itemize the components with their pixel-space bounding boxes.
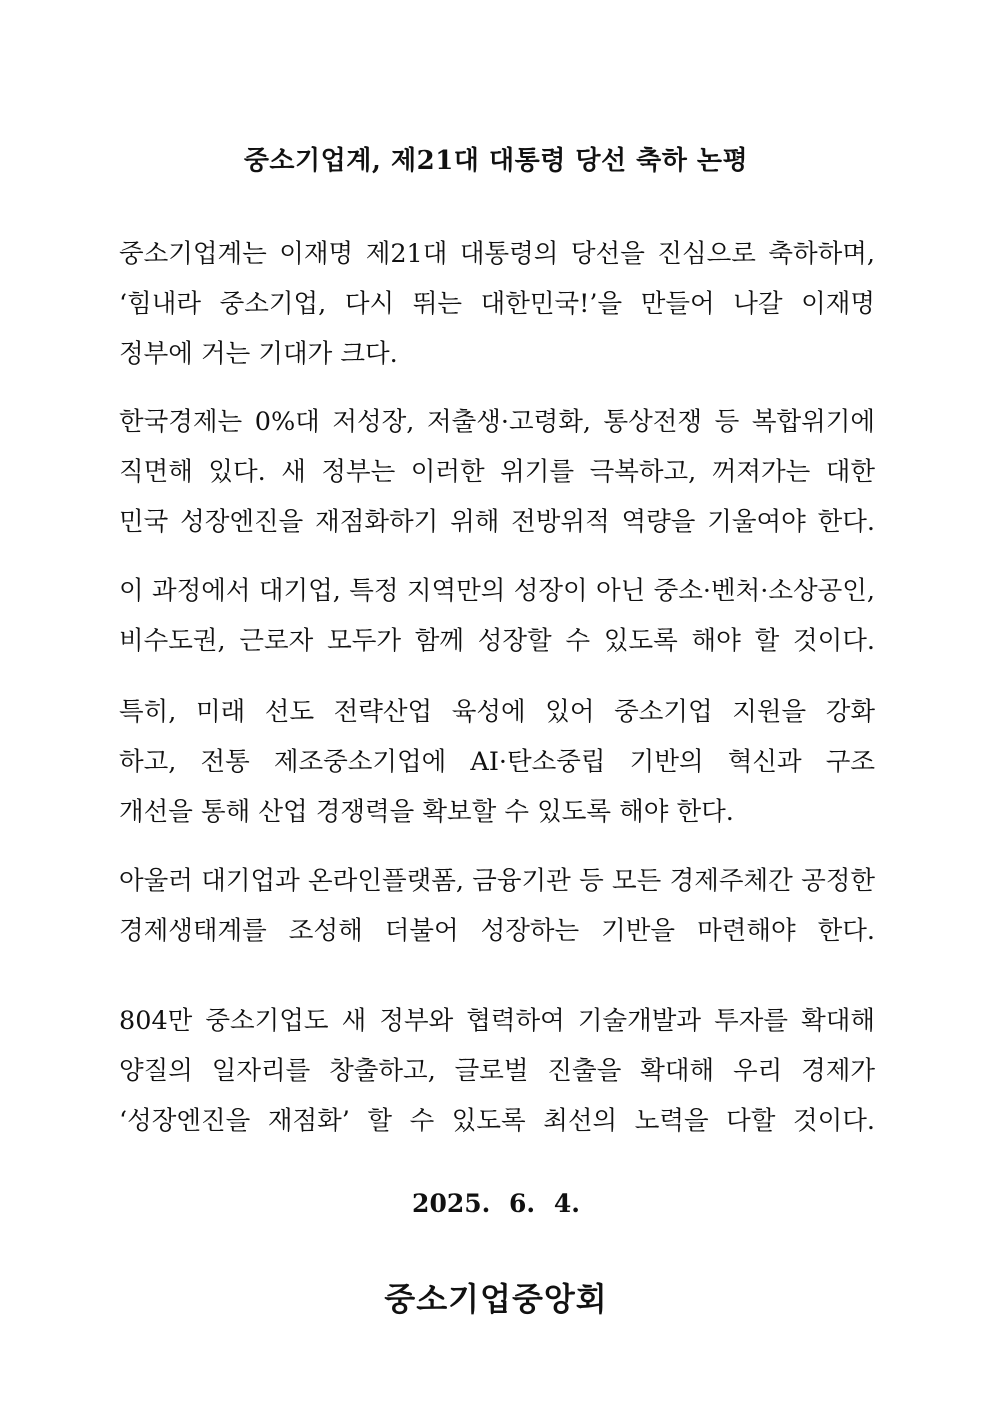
paragraph-line: 비수도권, 근로자 모두가 함께 성장할 수 있도록 해야 할 것이다. (119, 626, 875, 656)
paragraph-line: 직면해 있다. 새 정부는 이러한 위기를 극복하고, 꺼져가는 대한 (119, 457, 875, 487)
paragraph-line: 정부에 거는 기대가 크다. (119, 339, 398, 369)
document-title: 중소기업계, 제21대 대통령 당선 축하 논평 (243, 146, 749, 176)
paragraph-line: 804만 중소기업도 새 정부와 협력하여 기술개발과 투자를 확대해 (119, 1006, 875, 1036)
paragraph-line: 아울러 대기업과 온라인플랫폼, 금융기관 등 모든 경제주체간 공정한 (119, 866, 875, 896)
paragraph-line: 중소기업계는 이재명 제21대 대통령의 당선을 진심으로 축하하며, (119, 239, 875, 269)
paragraph-line: 한국경제는 0%대 저성장, 저출생·고령화, 통상전쟁 등 복합위기에 (119, 407, 875, 437)
document-date: 2025. 6. 4. (412, 1189, 580, 1218)
paragraph-line: 민국 성장엔진을 재점화하기 위해 전방위적 역량을 기울여야 한다. (119, 507, 875, 537)
paragraph-line: 이 과정에서 대기업, 특정 지역만의 성장이 아닌 중소·벤처·소상공인, (119, 576, 875, 606)
paragraph-3 (119, 566, 875, 666)
paragraph-2 (119, 397, 875, 547)
paragraph-5 (119, 856, 875, 956)
paragraph-line: 양질의 일자리를 창출하고, 글로벌 진출을 확대해 우리 경제가 (119, 1056, 875, 1086)
paragraph-line: 특히, 미래 선도 전략산업 육성에 있어 중소기업 지원을 강화 (119, 697, 875, 727)
paragraph-line: 하고, 전통 제조중소기업에 AI·탄소중립 기반의 혁신과 구조 (119, 747, 875, 777)
paragraph-line: ‘성장엔진을 재점화’ 할 수 있도록 최선의 노력을 다할 것이다. (119, 1106, 875, 1136)
paragraph-1 (119, 229, 875, 379)
paragraph-line: ‘힘내라 중소기업, 다시 뛰는 대한민국!’을 만들어 나갈 이재명 (119, 289, 875, 319)
organization-name: 중소기업중앙회 (384, 1280, 608, 1318)
paragraph-6 (119, 996, 875, 1146)
paragraph-4 (119, 687, 875, 837)
paragraph-line: 경제생태계를 조성해 더불어 성장하는 기반을 마련해야 한다. (119, 916, 875, 946)
paragraph-line: 개선을 통해 산업 경쟁력을 확보할 수 있도록 해야 한다. (119, 797, 734, 827)
